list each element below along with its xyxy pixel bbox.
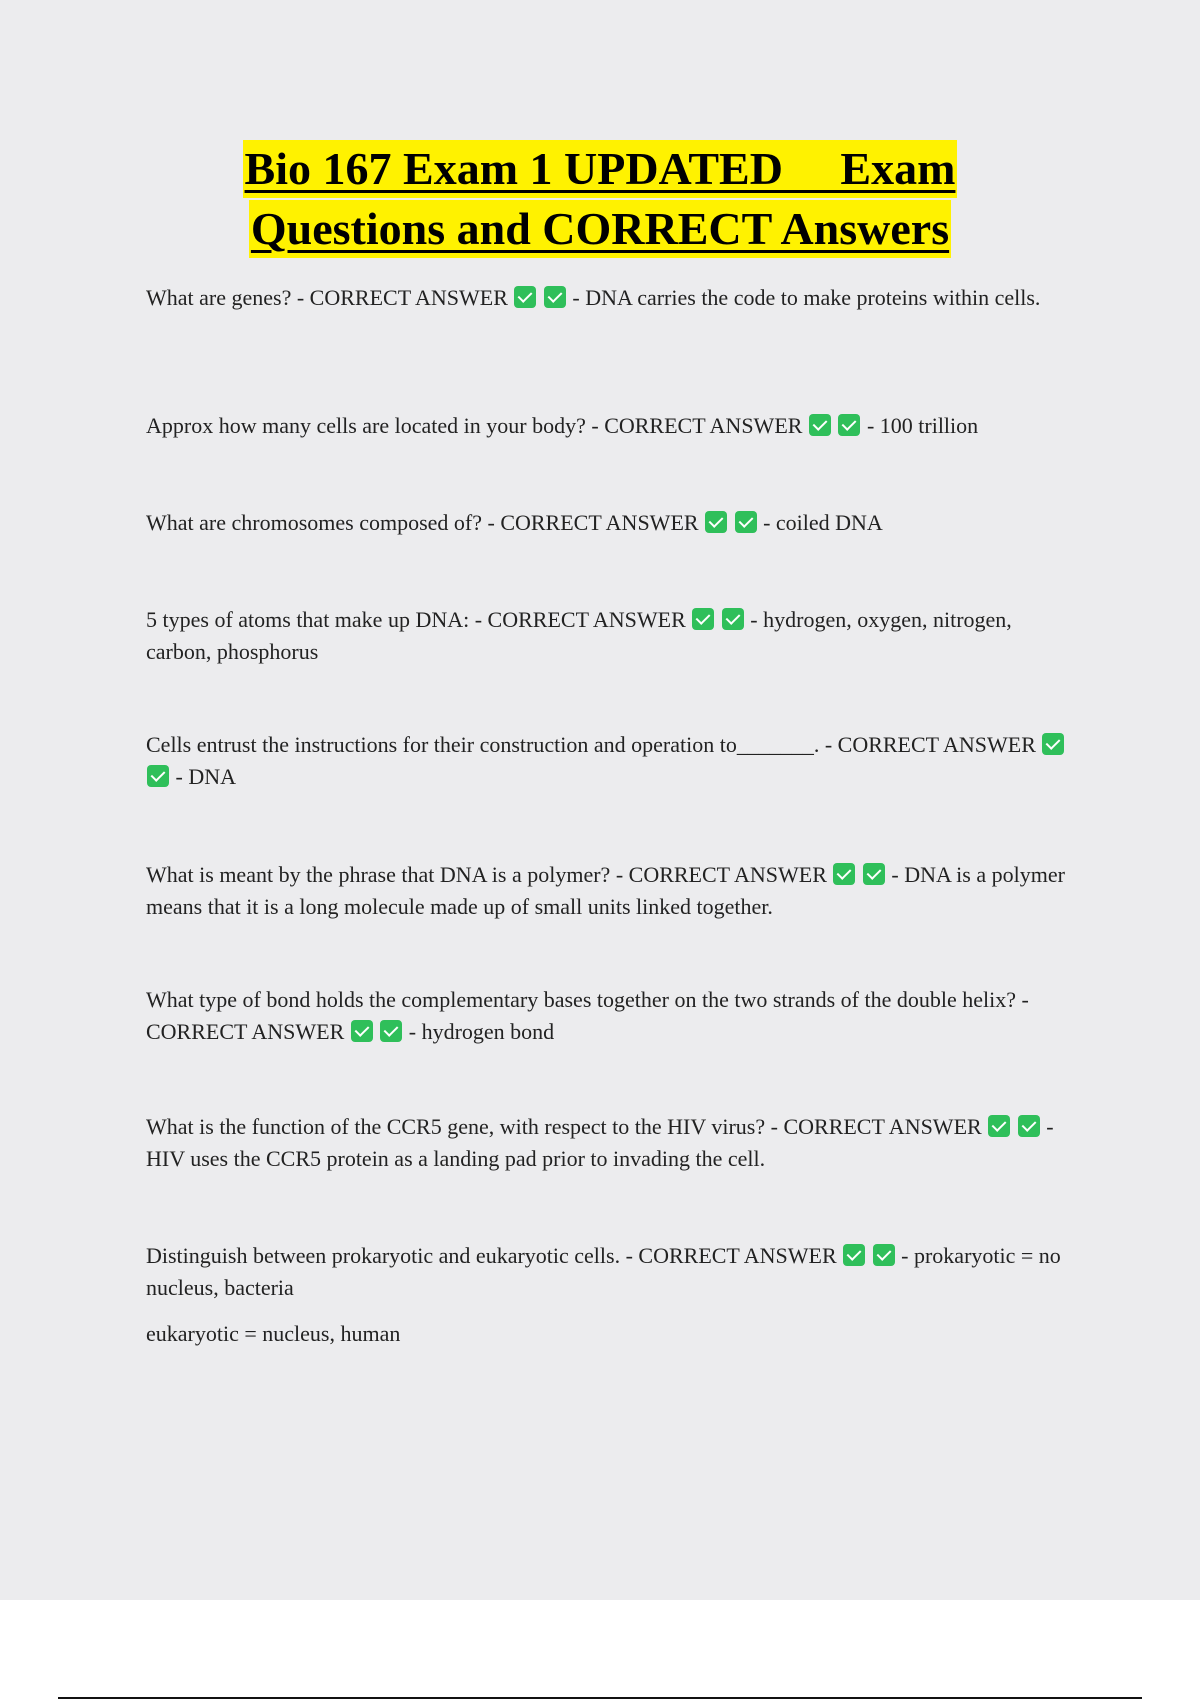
check-mark-icon xyxy=(147,765,169,787)
check-mark-icon xyxy=(735,511,757,533)
check-mark-icon xyxy=(833,863,855,885)
footer-divider xyxy=(58,1697,1142,1699)
title-line-2: Questions and CORRECT Answers xyxy=(249,200,951,258)
answer-text: - coiled DNA xyxy=(757,510,883,535)
question-text: What is meant by the phrase that DNA is a polymer? - CORRECT ANSWER xyxy=(146,862,827,887)
answer-text: - DNA xyxy=(170,764,236,789)
qa-item-6 xyxy=(146,859,1076,923)
check-mark-icon xyxy=(692,608,714,630)
question-text: What are genes? - CORRECT ANSWER xyxy=(146,285,508,310)
answer-text: - prokaryotic = no nucleus, bacteria xyxy=(146,1243,1061,1300)
check-mark-icon xyxy=(1018,1115,1040,1137)
question-text: What are chromosomes composed of? - CORRECT ANSWER xyxy=(146,510,699,535)
answer-text: - HIV uses the CCR5 protein as a landing pad prior to invading the cell. xyxy=(146,1114,1054,1171)
check-mark-icon xyxy=(873,1244,895,1266)
check-mark-icon xyxy=(843,1244,865,1266)
answer-extra-line: eukaryotic = nucleus, human xyxy=(146,1321,401,1346)
question-text: Distinguish between prokaryotic and eukaryotic cells. - CORRECT ANSWER xyxy=(146,1243,837,1268)
answer-text: - hydrogen bond xyxy=(403,1019,555,1044)
check-mark-icon xyxy=(838,414,860,436)
qa-item-4 xyxy=(146,604,1076,668)
question-text: 5 types of atoms that make up DNA: - CORRECT ANSWER xyxy=(146,607,686,632)
qa-item-3 xyxy=(146,507,1076,539)
check-mark-icon xyxy=(544,286,566,308)
qa-item-5 xyxy=(146,729,1076,793)
question-text: What type of bond holds the complementary bases together on the two strands of the double helix? - CORRECT ANSWER xyxy=(146,987,1029,1044)
qa-item-7 xyxy=(146,984,1076,1048)
check-mark-icon xyxy=(514,286,536,308)
qa-item-8 xyxy=(146,1111,1076,1175)
page-title xyxy=(0,140,1200,258)
check-mark-icon xyxy=(705,511,727,533)
check-mark-icon xyxy=(1042,733,1064,755)
check-mark-icon xyxy=(809,414,831,436)
check-mark-icon xyxy=(351,1020,373,1042)
answer-text: - 100 trillion xyxy=(861,413,979,438)
answer-text: - hydrogen, oxygen, nitrogen, carbon, phosphorus xyxy=(146,607,1012,664)
check-mark-icon xyxy=(988,1115,1010,1137)
check-mark-icon xyxy=(722,608,744,630)
check-mark-icon xyxy=(863,863,885,885)
check-mark-icon xyxy=(380,1020,402,1042)
qa-item-2 xyxy=(146,410,1076,442)
question-text: Approx how many cells are located in your body? - CORRECT ANSWER xyxy=(146,413,803,438)
question-text: What is the function of the CCR5 gene, with respect to the HIV virus? - CORRECT ANSWER xyxy=(146,1114,982,1139)
answer-text: - DNA is a polymer means that it is a long molecule made up of small units linked together. xyxy=(146,862,1065,919)
title-line-1: Bio 167 Exam 1 UPDATED Exam xyxy=(243,140,958,198)
answer-text: - DNA carries the code to make proteins within cells. xyxy=(566,285,1041,310)
qa-item-9 xyxy=(146,1240,1076,1350)
question-text: Cells entrust the instructions for their construction and operation to_______. - CORRECT ANSWER xyxy=(146,732,1036,757)
qa-item-1 xyxy=(146,282,1076,314)
